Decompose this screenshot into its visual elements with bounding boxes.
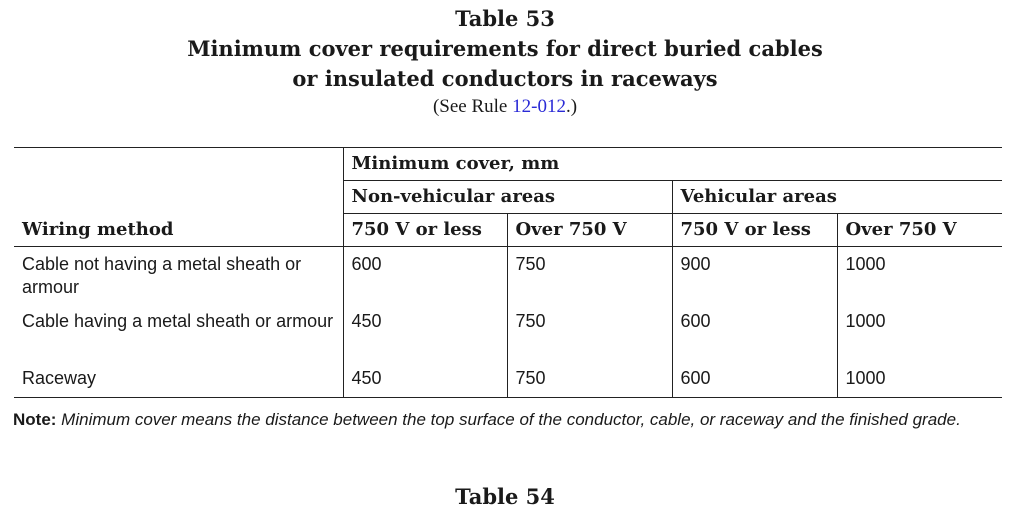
row-v-low: 900 [672,247,837,305]
table-title-line-1: Minimum cover requirements for direct buried cables [187,36,823,61]
table-caption [0,4,1010,120]
next-table-heading: Table 54 [455,484,555,509]
rule-link[interactable]: 12-012 [512,96,566,117]
row-nv-low: 450 [343,304,507,361]
row-v-low: 600 [672,304,837,361]
header-nv-over-750: Over 750 V [507,214,672,247]
see-suffix: .) [565,96,578,117]
row-wiring-method: Cable not having a metal sheath or armour [22,254,302,297]
table-row [14,361,1002,398]
see-rule-reference [0,94,1010,120]
header-vehicular: Vehicular areas [672,181,1002,214]
row-v-high: 1000 [837,361,1002,398]
table-note [13,408,993,432]
see-prefix: (See Rule [432,96,513,117]
row-nv-high: 750 [507,304,672,361]
row-nv-high: 750 [507,361,672,398]
header-wiring-method: Wiring method [14,148,343,247]
row-nv-high: 750 [507,247,672,305]
header-non-vehicular: Non-vehicular areas [343,181,672,214]
row-nv-low: 600 [343,247,507,305]
row-v-high: 1000 [837,247,1002,305]
row-wiring-method: Raceway [14,361,343,398]
table-row [14,304,1002,361]
row-v-high: 1000 [837,304,1002,361]
minimum-cover-table [14,147,1002,398]
note-label: Note: [13,410,57,429]
table-row [14,247,1002,305]
header-v-750-or-less: 750 V or less [672,214,837,247]
row-nv-low: 450 [343,361,507,398]
header-v-over-750: Over 750 V [837,214,1002,247]
table-number: Table 53 [455,6,555,31]
header-nv-750-or-less: 750 V or less [343,214,507,247]
row-v-low: 600 [672,361,837,398]
table-title-line-2: or insulated conductors in raceways [292,66,718,91]
row-wiring-method: Cable having a metal sheath or armour [22,311,334,331]
header-minimum-cover: Minimum cover, mm [343,148,1002,181]
note-text: Minimum cover means the distance between the top surface of the conductor, cable, or raceway and the finished grade. [56,410,961,429]
